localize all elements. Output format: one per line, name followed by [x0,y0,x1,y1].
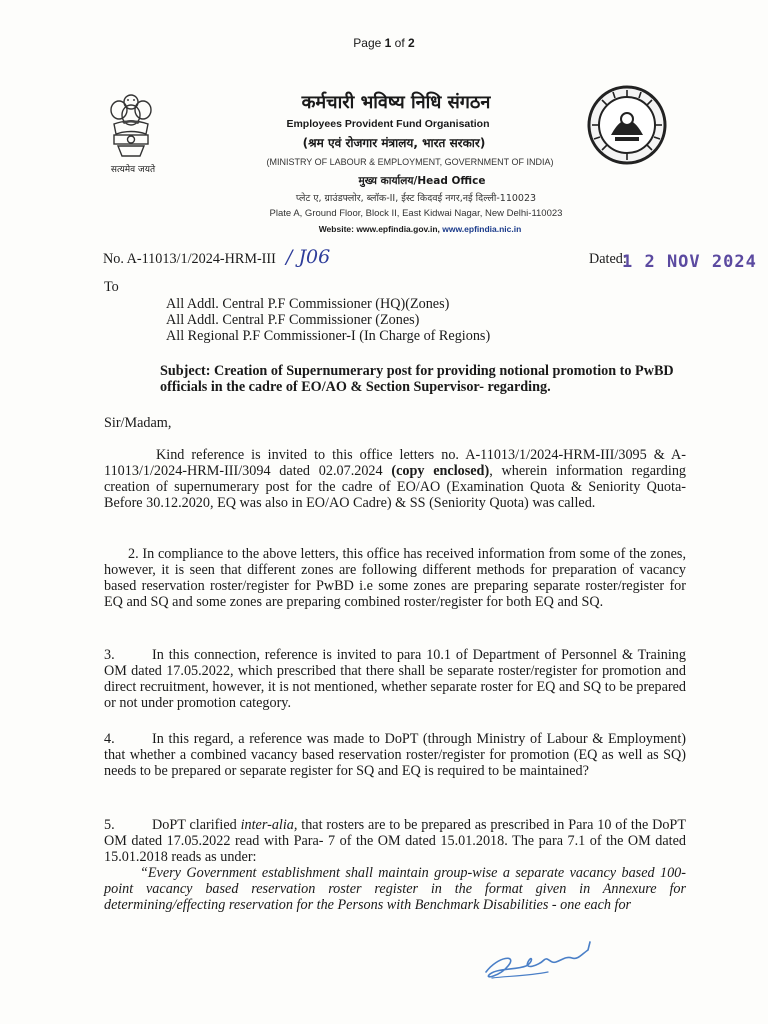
para5-number: 5. [104,817,115,833]
para4-number: 4. [104,731,115,747]
head-office: मुख्य कार्यालय/Head Office [358,175,486,187]
para5-inter-alia: inter-alia, [240,817,298,833]
addressee-list [166,296,490,344]
paragraph-1 [104,447,686,511]
para1-text-c: , wherein information regarding creation of supernumerary post for the cadre of EO/AO (Examination Quota & Seniority Quota- Before 30.12.2020, EQ was also in EO/AO Cadre) & SS (Seniority Quota) was called. [104,463,687,511]
dated-label: Dated: [589,251,627,267]
reference-number: No. A-11013/1/2024-HRM-III [103,251,276,267]
para5-text-a: DoPT clarified [152,817,241,833]
para3-number: 3. [104,647,115,663]
handwritten-reference: / J06 [286,246,331,268]
para1-copy-enclosed: (copy enclosed) [391,463,490,479]
paragraph-4 [104,731,686,779]
addressee-item: All Regional P.F Commissioner-I (In Charge of Regions) [166,328,491,344]
paragraph-2: 2. In compliance to the above letters, this office has received information from some of the zones, however, it is seen that different zones are following different methods for preparation of vacancy based reservation roster/register for PwBD i.e some zones are preparing separate roster/register for EQ and SQ and some zones are preparing combined roster/register for both EQ and SQ. [104,546,686,610]
paragraph-5 [104,817,686,865]
to-label: To [104,279,119,295]
website-link[interactable]: www.epfindia.nic.in [442,224,522,234]
emblem-caption: सत्यमेव जयते [110,165,156,175]
address-hindi: प्लेट ए, ग्राउंडफ्लोर, ब्लॉक-II, ईस्ट किदवई नगर,नई दिल्ली-110023 [295,193,537,204]
salutation: Sir/Madam, [104,415,172,431]
org-name-english: Employees Provident Fund Organisation [286,118,490,130]
website-line [36,224,768,234]
page-current: 1 [384,36,392,50]
org-name-hindi: कर्मचारी भविष्य निधि संगठन [301,92,491,113]
handwritten-signature-icon [478,936,608,986]
ministry-english: (MINISTRY OF LABOUR & EMPLOYMENT, GOVERNMENT OF INDIA) [266,157,554,167]
subject-line: Subject: Creation of Supernumerary post for providing notional promotion to PwBD officials in the cadre of EO/AO & Section Supervisor- regarding. [160,363,674,395]
page-of: of [391,36,409,50]
addressee-item: All Addl. Central P.F Commissioner (HQ)(Zones) [166,296,450,312]
address-english: Plate A, Ground Floor, Block II, East Kidwai Nagar, New Delhi-110023 [269,208,563,219]
para5-text-c: that rosters are to be prepared as prescribed in Para 10 of the DoPT OM dated 17.05.2022 read with Para- 7 of the OM dated 15.01.2018. The para 7.1 of the OM dated 15.01.2018 reads as under: [104,817,686,865]
paragraph-3 [104,647,686,711]
page-total: 2 [408,36,415,50]
para1-text-a: Kind reference is invited to this office letters no. A-11013/1/2024-HRM-III/3095 & A-11013/1/2024-HRM-III/3094 dated 02.07.2024 [104,447,686,479]
page-prefix: Page [353,36,385,50]
para3-text: In this connection, reference is invited to para 10.1 of Department of Personnel & Training OM dated 17.05.2022, which prescribed that there shall be separate roster/register for promotion and direct recruitment, however, it is not mentioned, whether separate roster for EQ and SQ to be prepared or not under promotion category. [104,647,686,711]
para4-text: In this regard, a reference was made to DoPT (through Ministry of Labour & Employment) that whether a combined vacancy based reservation roster/register for promotion (EQ as well as SQ) needs to be prepared or separate register for SQ and EQ is required to be maintained? [104,731,686,779]
ministry-hindi: (श्रम एवं रोजगार मंत्रालय, भारत सरकार) [302,136,486,150]
quoted-om-text: “Every Government establishment shall maintain group-wise a separate vacancy based 100-point vacancy based reservation roster register in the format given in Annexure for determining/effecting reservation for the Persons with Benchmark Disabilities - one each for [104,865,686,913]
date-stamp: 1 2 NOV 2024 [622,252,757,272]
addressee-item: All Addl. Central P.F Commissioner (Zones) [166,312,420,328]
page-indicator [0,36,768,50]
website-label: Website: www.epfindia.gov.in, [318,224,443,234]
